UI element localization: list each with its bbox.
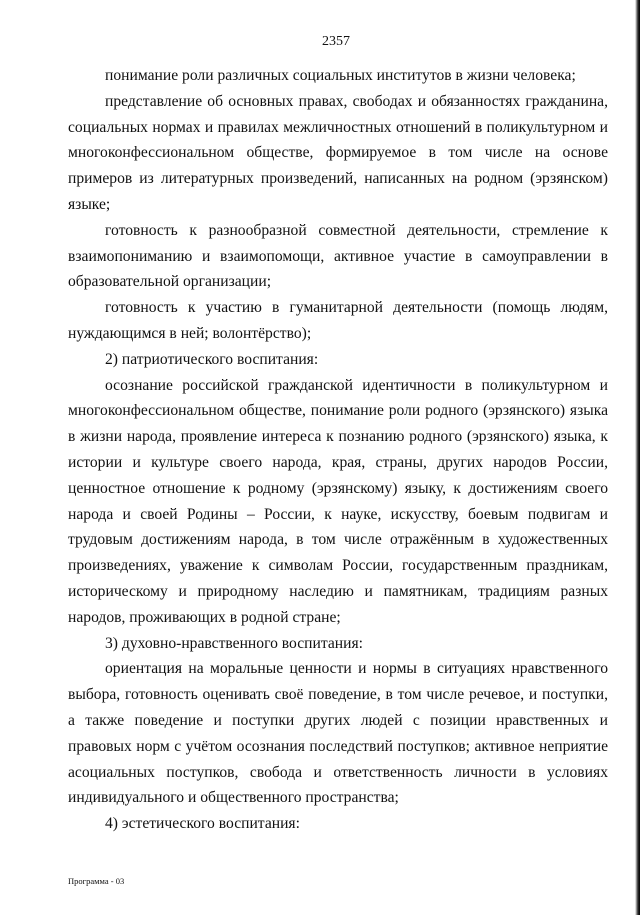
page-number: 2357 (322, 34, 350, 49)
section-heading-aesthetic: 4) эстетического воспитания: (105, 815, 300, 833)
page-text (68, 63, 608, 837)
paragraph-moral-values: ориентация на моральные ценности и нормы в ситуациях нравственного выбора, готовность оценивать своё поведение, в том числе речевое, и поступки, а также поведение и поступки других людей с позиции нравственных и правовых норм с учётом осознания последствий поступков; активное неприятие асоциальных поступков, свобода и ответственность личности в условиях индивидуального и общественного пространства; (68, 660, 608, 807)
section-heading-moral: 3) духовно-нравственного воспитания: (105, 634, 363, 652)
paragraph-social-institutions: понимание роли различных социальных институтов в жизни человека; (105, 67, 576, 84)
paragraph-humanitarian-activity: готовность к участию в гуманитарной деятельности (помощь людям, нуждающимся в ней; волонтёрство); (68, 299, 608, 342)
paragraph-rights-and-freedoms: представление об основных правах, свободах и обязанностях гражданина, социальных нормах и правилах межличностных отношений в поликультурном и многоконфессиональном обществе, формируемое в том числе на основе примеров из литературных произведений, написанных на родном (эрзянском) языке; (68, 92, 608, 213)
footer-program-label: Программа - 03 (68, 876, 125, 886)
scan-edge (635, 0, 640, 915)
paragraph-joint-activity: готовность к разнообразной совместной деятельности, стремление к взаимопониманию и взаимопомощи, активное участие в самоуправлении в образовательной организации; (68, 221, 608, 291)
paragraph-civic-identity: осознание российской гражданской идентичности в поликультурном и многоконфессиональном обществе, понимание роли родного (эрзянского) языка в жизни народа, проявление интереса к познанию родного (эрзянского) языка, к истории и культуре своего народа, края, страны, других народов России, ценностное отношение к родному (эрзянскому) языку, к достижениям своего народа и своей Родины – России, к науке, искусству, боевым подвигам и трудовым достижениям народа, в том числе отражённым в художественных произведениях, уважение к символам России, государственным праздникам, историческому и природному наследию и памятникам, традициям разных народов, проживающих в родной стране; (68, 376, 608, 626)
section-heading-patriotic: 2) патриотического воспитания: (105, 350, 319, 368)
